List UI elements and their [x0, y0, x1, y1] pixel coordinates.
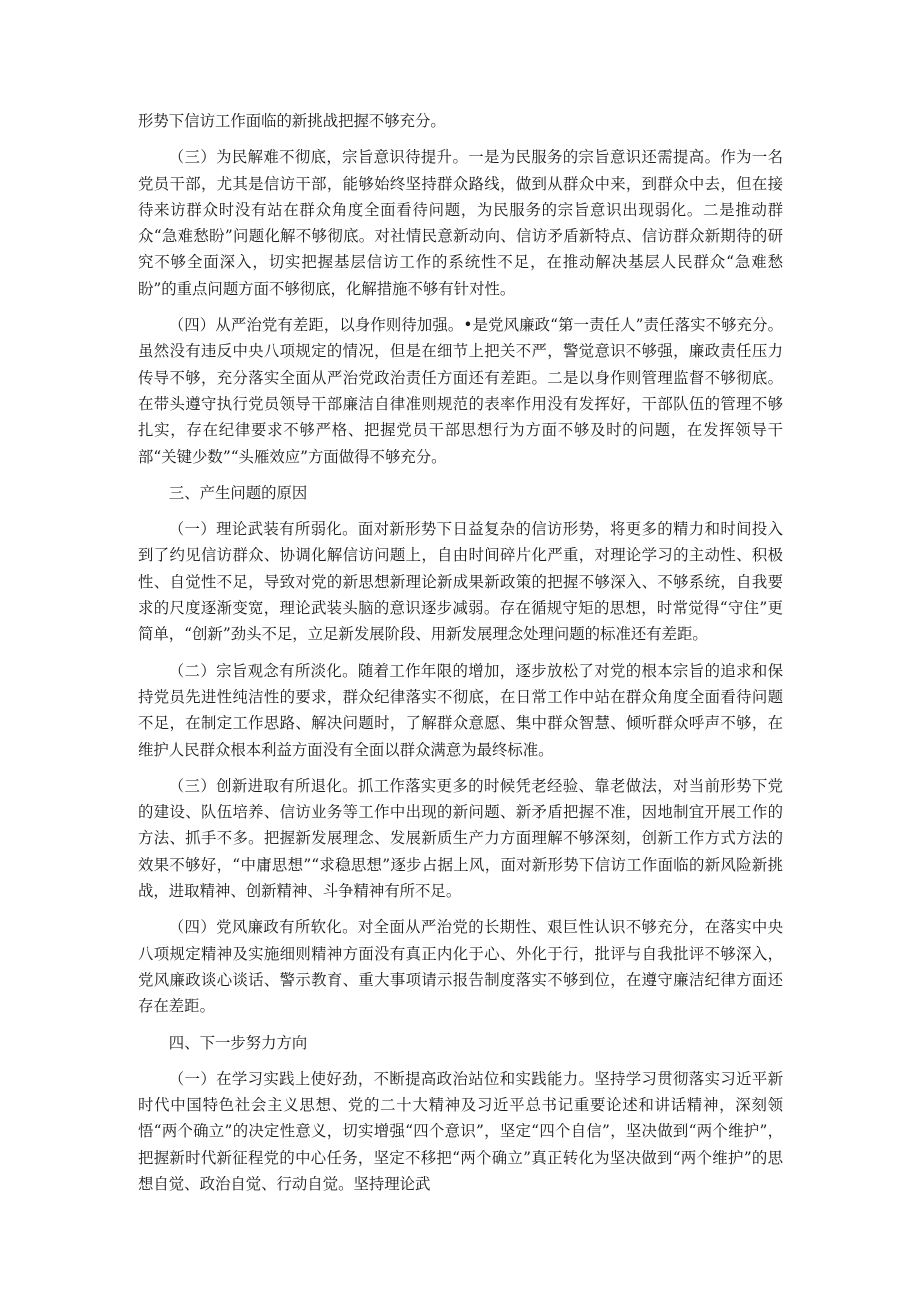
paragraph-3-purpose-awareness: （三）为民解难不彻底，宗旨意识待提升。一是为民服务的宗旨意识还需提高。作为一名党员干部，尤其是信访干部，能够始终坚持群众路线，做到从群众中来，到群众中去，但在接待来访群众时没有站在群众角度全面看待问题，为民服务的宗旨意识出现弱化。二是推动群众“急难愁盼”问题化解不够彻底。对社情民意新动向、信访矛盾新特点、信访群众新期待的研究不够全面深入，切实把握基层信访工作的系统性不足，在推动解决基层人民群众“急难愁盼”的重点问题方面不够彻底，化解措施不够有针对性。 [138, 148, 783, 298]
paragraph-4-party-discipline: （四）从严治党有差距，以身作则待加强。•是党风廉政“第一责任人”责任落实不够充分。虽然没有违反中央八项规定的情况，但是在细节上把关不严，警觉意识不够强，廉政责任压力传导不够，充分落实全面从严治党政治责任方面还有差距。二是以身作则管理监督不够彻底。在带头遵守执行党员领导干部廉洁自律准则规范的表率作用没有发挥好，干部队伍的管理不够扎实，存在纪律要求不够严格、把握党员干部思想行为方面不够及时的问题，在发挥领导干部“关键少数”“头雁效应”方面做得不够充分。 [138, 316, 783, 466]
document-page [138, 108, 783, 1207]
paragraph-cause-3-innovation: （三）创新进取有所退化。抓工作落实更多的时候凭老经验、靠老做法，对当前形势下党的建设、队伍培养、信访业务等工作中出现的新问题、新矛盾把握不准，因地制宜开展工作的方法、抓手不多。把握新发展理念、发展新质生产力方面理解不够深刻，创新工作方式方法的效果不够好，“中庸思想”“求稳思想”逐步占据上风，面对新形势下信访工作面临的新风险新挑战，进取精神、创新精神、斗争精神有所不足。 [138, 776, 783, 901]
paragraph-cause-4-integrity: （四）党风廉政有所软化。对全面从严治党的长期性、艰巨性认识不够充分，在落实中央八项规定精神及实施细则精神方面没有真正内化于心、外化于行，批评与自我批评不够深入，党风廉政谈心谈话、警示教育、重大事项请示报告制度落实不够到位，在遵守廉洁纪律方面还存在差距。 [138, 918, 783, 1016]
paragraph-continuation: 形势下信访工作面临的新挑战把握不够充分。 [138, 112, 446, 130]
paragraph-next-step-1: （一）在学习实践上使好劲，不断提高政治站位和实践能力。坚持学习贯彻落实习近平新时代中国特色社会主义思想、党的二十大精神及习近平总书记重要论述和讲话精神，深刻领悟“两个确立”的决定性意义，切实增强“四个意识”，坚定“四个自信”，坚决做到“两个维护”，把握新时代新征程党的中心任务，坚定不移把“两个确立”真正转化为坚决做到“两个维护”的思想自觉、政治自觉、行动自觉。坚持理论武 [138, 1069, 783, 1193]
section-heading-causes: 三、产生问题的原因 [168, 483, 308, 502]
paragraph-cause-1-theory: （一）理论武装有所弱化。面对新形势下日益复杂的信访形势，将更多的精力和时间投入到了约见信访群众、协调化解信访问题上，自由时间碎片化严重，对理论学习的主动性、积极性、自觉性不足，导致对党的新思想新理论新成果新政策的把握不够深入、不够系统，自我要求的尺度逐渐变宽，理论武装头脑的意识逐步减弱。存在循规守矩的思想，时常觉得“守住”更简单，“创新”劲头不足，立足新发展阶段、用新发展理念处理问题的标准还有差距。 [138, 520, 783, 644]
section-heading-next-steps: 四、下一步努力方向 [168, 1033, 308, 1052]
paragraph-cause-2-purpose: （二）宗旨观念有所淡化。随着工作年限的增加，逐步放松了对党的根本宗旨的追求和保持党员先进性纯洁性的要求，群众纪律落实不彻底，在日常工作中站在群众角度全面看待问题不足，在制定工作思路、解决问题时，了解群众意愿、集中群众智慧、倾听群众呼声不够，在维护人民群众根本利益方面没有全面以群众满意为最终标准。 [138, 661, 783, 759]
